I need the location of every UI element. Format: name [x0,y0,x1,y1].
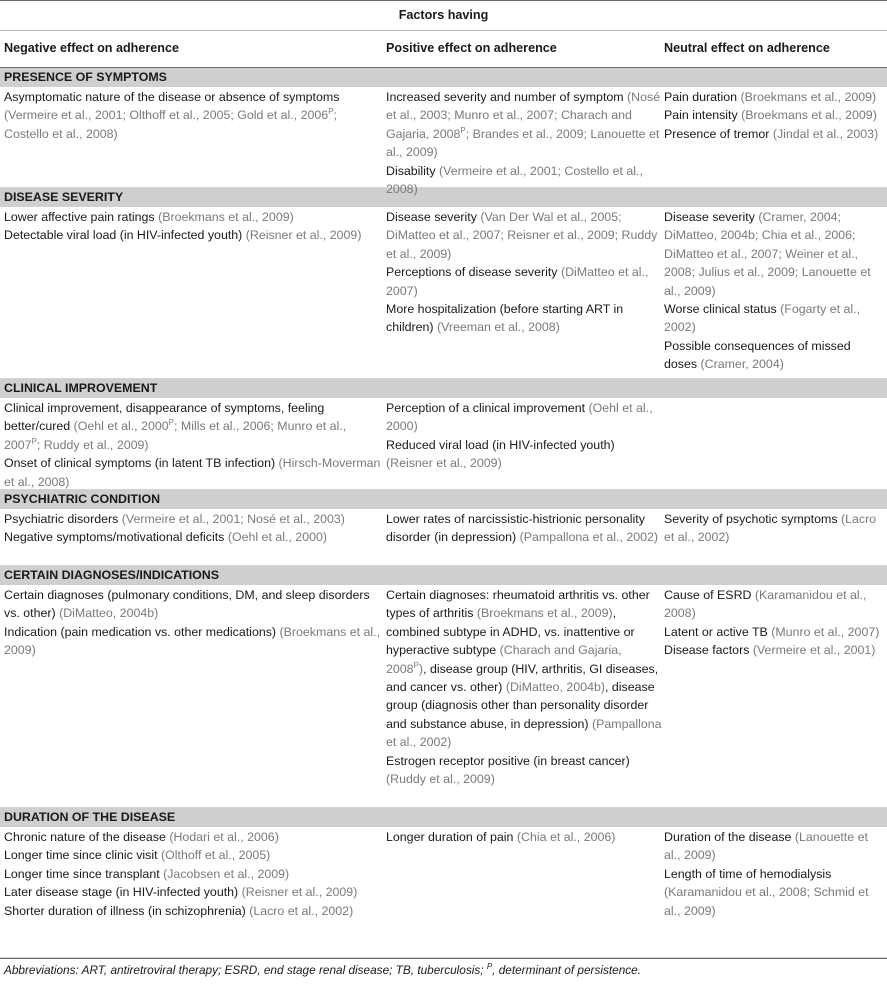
factor-text: Severity of psychotic symptoms [664,512,841,526]
persistence-marker: P [460,125,466,135]
persistence-marker: P [31,436,37,446]
citation: (Van Der Wal et al., 2005; DiMatteo et al., 2007; Reisner et al., 2009; Ruddy et al., 2009) [386,210,658,261]
factor-text: Increased severity and number of symptom [386,90,628,104]
factor-entry [4,208,384,226]
factor-text: Worse clinical status [664,302,781,317]
citation: (Lacro et al., 2002) [664,512,877,545]
factor-entry [664,106,887,124]
citation: (Charach and Gajaria, 2008 [386,643,622,676]
factor-text: Disease factors [664,643,753,658]
factor-entry [664,337,887,374]
factor-text: Disease severity [664,210,759,224]
factor-entry [664,865,887,920]
section-row [0,585,887,808]
factor-text: Estrogen receptor positive (in breast cancer) [386,753,630,768]
factor-text: Pain intensity [664,108,742,123]
citation: (Vreeman et al., 2008) [436,320,560,335]
factor-entry [664,208,887,300]
cell-negative [0,398,384,489]
table-bottom-rule [0,958,887,959]
section-heading: CERTAIN DIAGNOSES/INDICATIONS [0,566,887,585]
citation: (Lanouette et al., 2009) [664,830,868,863]
factor-text: Asymptomatic nature of the disease or absence of symptoms [4,90,340,104]
factor-entry [4,586,384,623]
factor-entry [386,263,662,300]
factor-text: More hospitalization (before starting ART in children) [386,302,624,335]
citation: (Nosé et al., 2003; Munro et al., 2007; Charach and Gajaria, 2008 [386,90,661,141]
factor-entry [386,436,662,473]
column-header-negative: Negative effect on adherence [4,41,179,55]
section-row [0,827,887,958]
factor-text: Perceptions of disease severity [386,265,561,280]
factor-text: Reduced viral load (in HIV-infected youth) [386,437,615,452]
factor-text: Perception of a clinical improvement [386,401,589,415]
citation: (Broekmans et al., 2009) [476,606,613,621]
factor-text: Later disease stage (in HIV-infected youth) [4,885,242,900]
cell-positive [384,398,662,489]
factor-entry [386,300,662,337]
factor-entry [4,865,384,883]
table-body [0,68,887,958]
factor-entry [386,399,662,436]
factor-text: Cause of ESRD [664,588,755,602]
factor-entry [664,586,887,623]
factor-text: Longer time since transplant [4,866,164,881]
cell-positive [384,827,662,957]
factor-text: Presence of tremor [664,126,773,141]
factor-text: Longer duration of pain [386,830,517,844]
factor-text: Psychiatric disorders [4,512,122,526]
cell-neutral [662,585,887,807]
citation: (DiMatteo, 2004b) [59,606,159,621]
cell-negative [0,827,384,957]
citation: ; Ruddy et al., 2009) [36,437,149,452]
citation: (Munro et al., 2007) [771,624,880,639]
citation: (Reisner et al., 2009) [245,228,362,243]
factor-text: Length of time of hemodialysis [664,866,832,881]
citation: (DiMatteo, 2004b) [505,680,606,695]
factor-entry [386,752,662,789]
section-heading: DISEASE SEVERITY [0,188,887,207]
factor-entry [4,902,384,920]
factor-entry [664,300,887,337]
factor-entry [386,162,662,199]
citation: (Vermeire et al., 2001; Costello et al., 2008) [386,163,643,197]
factor-text: Longer time since clinic visit [4,848,162,863]
citation: (Broekmans et al., 2009) [740,90,877,104]
citation: (Lacro et al., 2002) [249,903,354,918]
citation: (Broekmans et al., 2009) [4,624,381,658]
factor-text: Onset of clinical symptoms (in latent TB infection) [4,456,279,471]
factor-text: Negative symptoms/motivational deficits [4,530,228,545]
citation: (Cramer, 2004; DiMatteo, 2004b; Chia et al., 2006; DiMatteo et al., 2007; Weiner et al., 2008; Julius et al., 2009; Lanouette et al., 2009) [664,210,871,298]
factor-entry [386,828,662,846]
citation: (Broekmans et al., 2009) [741,108,877,123]
factor-text: Lower rates of narcissistic-histrionic personality disorder (in depression) [386,512,645,545]
citation: (Pampallona et al., 2002) [519,530,659,545]
factor-entry [664,641,887,659]
persistence-marker: P [413,660,419,670]
factor-entry [664,510,887,547]
citation: (Fogarty et al., 2002) [664,302,861,335]
citation: (Pampallona et al., 2002) [386,716,662,750]
section-heading: PRESENCE OF SYMPTOMS [0,68,887,87]
citation: (Reisner et al., 2009) [386,456,502,471]
table-footnote [0,961,887,979]
citation: (Vermeire et al., 2001; Nosé et al., 2003) [121,512,345,526]
cell-negative [0,585,384,807]
factor-entry [664,828,887,865]
footnote-suffix: , determinant of persistence. [492,963,642,977]
factor-entry [4,510,384,528]
factor-text: Chronic nature of the disease [4,830,170,844]
section-heading: CLINICAL IMPROVEMENT [0,379,887,398]
citation: (Broekmans et al., 2009) [158,210,294,224]
factor-entry [4,883,384,901]
section-row [0,509,887,566]
citation: ; Costello et al., 2008) [4,108,337,141]
cell-positive [384,87,662,197]
factor-text: Shorter duration of illness (in schizophrenia) [4,903,250,918]
factor-text: , disease group (diagnosis other than personality disorder and substance abuse, in depression) [386,680,655,731]
cell-negative [0,87,384,187]
factor-entry [664,623,887,641]
factor-entry [4,454,384,491]
factor-entry [4,88,384,143]
cell-neutral [662,398,887,489]
factor-entry [386,510,662,547]
factor-text: Latent or active TB [664,624,772,639]
citation: (Karamanidou et al., 2008) [664,588,867,621]
citation: (Ruddy et al., 2009) [386,772,495,787]
factor-text: , disease group (HIV, arthritis, GI diseases, and cancer vs. other) [386,661,659,695]
factor-entry [4,528,384,546]
citation: (Vermeire et al., 2001; Olthoff et al., 2005; Gold et al., 2006 [4,108,329,123]
factor-text: Disability [386,163,440,178]
cell-neutral [662,87,887,187]
factor-text: Pain duration [664,90,741,104]
factor-text: , combined subtype in ADHD, vs. inattentive or hyperactive subtype [386,606,635,658]
factor-entry [386,88,662,162]
factor-entry [386,586,662,752]
factor-text: Clinical improvement, disappearance of symptoms, feeling better/cured [4,401,325,434]
factor-entry [4,226,384,244]
cell-positive [384,207,662,378]
persistence-marker: P [328,107,334,117]
citation: (Oehl et al., 2000) [227,530,327,545]
column-header-positive: Positive effect on adherence [386,41,557,55]
section-heading: PSYCHIATRIC CONDITION [0,490,887,509]
cell-negative [0,207,384,378]
factor-text: Lower affective pain ratings [4,210,159,224]
factor-entry [4,846,384,864]
citation: (Oehl et al., 2000) [386,401,653,434]
factor-entry [664,125,887,143]
factor-text: Possible consequences of missed doses [664,338,851,372]
section-row [0,207,887,379]
factor-text: Detectable viral load (in HIV-infected youth) [4,228,246,243]
cell-neutral [662,509,887,565]
cell-positive [384,509,662,565]
cell-neutral [662,207,887,378]
citation: (Cramer, 2004) [700,357,784,372]
citation: (Hodari et al., 2006) [169,830,279,844]
factor-text: Certain diagnoses: rheumatoid arthritis vs. other types of arthritis [386,588,650,621]
citation: (Vermeire et al., 2001) [752,643,876,658]
cell-positive [384,585,662,807]
persistence-marker: P [168,418,174,428]
footnote-prefix: Abbreviations: ART, antiretroviral therapy; ESRD, end stage renal disease; TB, tuberculosis; [4,963,487,977]
factor-entry [386,208,662,263]
citation: ) [418,661,424,676]
citation: (Reisner et al., 2009) [241,885,358,900]
cell-negative [0,509,384,565]
table-title: Factors having [0,0,887,31]
citation: (DiMatteo et al., 2007) [386,265,649,298]
column-header-neutral: Neutral effect on adherence [664,41,830,55]
factor-entry [4,399,384,454]
citation: (Chia et al., 2006) [516,830,616,844]
column-header-row [0,31,887,68]
factor-text: Disease severity [386,210,481,224]
citation: ; Mills et al., 2006; Munro et al., 2007 [4,419,347,452]
citation: (Karamanidou et al., 2008; Schmid et al., 2009) [664,885,869,918]
factor-entry [664,88,887,106]
citation: (Jindal et al., 2003) [772,126,879,141]
citation: (Jacobsen et al., 2009) [163,866,290,881]
factor-entry [4,623,384,660]
section-heading: DURATION OF THE DISEASE [0,808,887,827]
factor-text: Indication (pain medication vs. other medications) [4,624,280,639]
footnote-superscript: P [486,962,493,972]
factor-text: Duration of the disease [664,830,795,844]
citation: ; Brandes et al., 2009; Lanouette et al., 2009) [386,126,660,160]
factor-text: Certain diagnoses (pulmonary conditions, DM, and sleep disorders vs. other) [4,588,370,621]
citation: (Hirsch-Moverman et al., 2008) [4,456,381,489]
section-row [0,398,887,490]
citation: (Oehl et al., 2000 [73,419,169,434]
cell-neutral [662,827,887,957]
citation: (Olthoff et al., 2005) [161,848,271,863]
factor-entry [4,828,384,846]
